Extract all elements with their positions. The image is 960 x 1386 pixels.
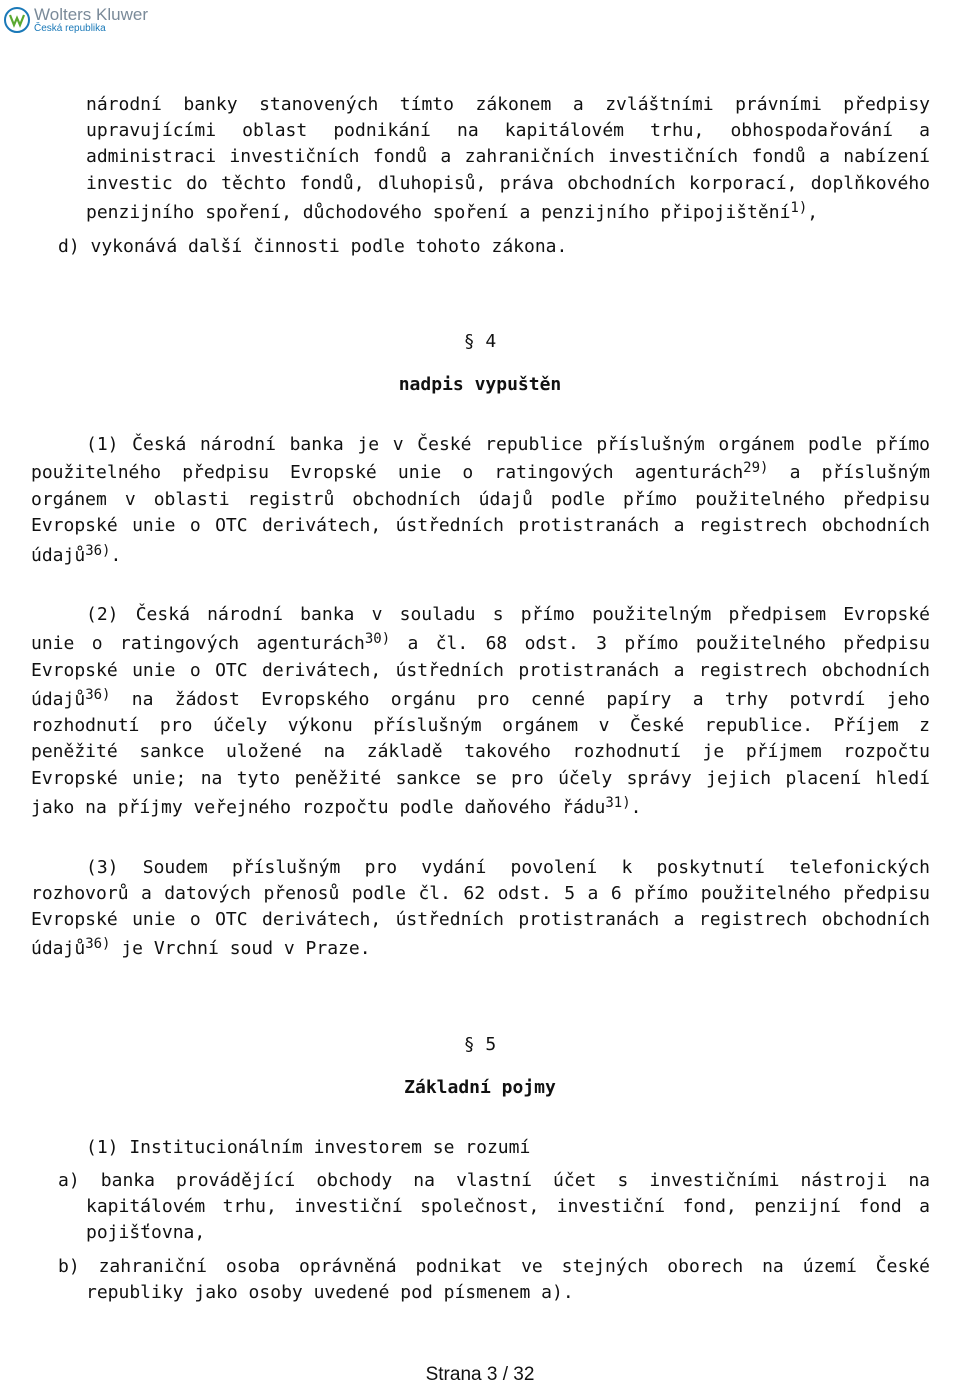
list-item-a: a) banka provádějící obchody na vlastní účet s investičními nástroji na [58,1170,930,1191]
paragraph-line: Evropské unie o OTC derivátech, ústředních protistranách a registrech obchodních [31,660,930,681]
paragraph-line: unie o ratingových agenturách$^{30)}$ a čl. 68 odst. 3 přímo použitelného předpisu [31,631,930,654]
section-title: Základní pojmy [404,1077,556,1098]
section-number: § 4 [463,331,497,352]
section-title: nadpis vypuštěn [398,374,562,395]
list-item-a: kapitálovém trhu, investiční společnost, investiční fond, penzijní fond a [86,1196,930,1217]
footnote-ref: 36) [85,936,111,952]
list-item-d: d) vykonává další činnosti podle tohoto zákona. [58,236,568,257]
footnote-ref: 36) [85,543,111,559]
logo-name: Wolters Kluwer [34,5,148,24]
paragraph-line: rozhovorů a datových přenosů podle čl. 62 odst. 5 a 6 přímo použitelného předpisu [31,883,930,904]
footnote-ref: 30) [364,631,391,647]
footnote-ref: 29) [743,460,769,476]
paragraph-line: (3) Soudem příslušným pro vydání povolení k poskytnutí telefonických [86,857,930,878]
list-item-a: pojišťovna, [86,1222,206,1243]
intro-line: penzijního spoření, důchodového spoření a penzijního připojištění$^{1)}$, [86,200,819,223]
footnote-ref: 1) [790,200,808,216]
paragraph-line: orgánem v oblasti registrů obchodních údajů podle přímo použitelného předpisu [31,489,930,510]
paragraph-line: údajů$^{36)}$. [31,543,122,566]
page-number: Strana 3 / 32 [425,1364,535,1385]
paragraph-line: použitelného předpisu Evropské unie o ratingových agenturách$^{29)}$ a příslušným [31,460,930,483]
wolters-kluwer-logo-icon [4,7,30,33]
paragraph-line: Evropské unie o OTC derivátech, ústředních protistranách a registrech obchodních [31,515,930,536]
footnote-ref: 31) [605,795,631,811]
paragraph-line: rozhodnutí pro účely výkonu příslušným orgánem v České republice. Příjem z [31,715,930,736]
paragraph-line: (2) Česká národní banka v souladu s přímo použitelným předpisem Evropské [86,604,930,625]
paragraph-line: jako na příjmy veřejného rozpočtu podle daňového řádu$^{31)}$. [31,795,642,818]
paragraph-line: Evropské unie; na tyto peněžité sankce se pro účely správy jejich placení hledí [31,768,930,789]
intro-line: upravujícími oblast podnikání na kapitálovém trhu, obhospodařování a [86,120,930,141]
list-item-b: republiky jako osoby uvedené pod písmenem a). [86,1282,574,1303]
intro-line: národní banky stanovených tímto zákonem a zvláštními právními předpisy [86,94,930,115]
publisher-logo [4,4,148,36]
section-number: § 5 [463,1034,497,1055]
list-item-b: b) zahraniční osoba oprávněná podnikat ve stejných oborech na území České [58,1256,930,1277]
logo-subtitle: Česká republika [34,23,106,34]
paragraph-line: Evropské unie o OTC derivátech, ústředních protistranách a registrech obchodních [31,909,930,930]
paragraph-line: údajů$^{36)}$ na žádost Evropského orgánu pro cenné papíry a trhy potvrdí jeho [31,687,930,710]
paragraph-line: údajů$^{36)}$ je Vrchní soud v Praze. [31,936,371,959]
intro-line: administraci investičních fondů a zahraničních investičních fondů a nabízení [86,146,930,167]
intro-line: investic do těchto fondů, dluhopisů, práva obchodních korporací, doplňkového [86,173,930,194]
paragraph-line: (1) Česká národní banka je v České republice příslušným orgánem podle přímo [86,434,930,455]
footnote-ref: 36) [85,687,111,703]
paragraph-line: (1) Institucionálním investorem se rozumí [86,1137,531,1158]
paragraph-line: peněžité sankce uložené na základě takového rozhodnutí je příjmem rozpočtu [31,741,930,762]
